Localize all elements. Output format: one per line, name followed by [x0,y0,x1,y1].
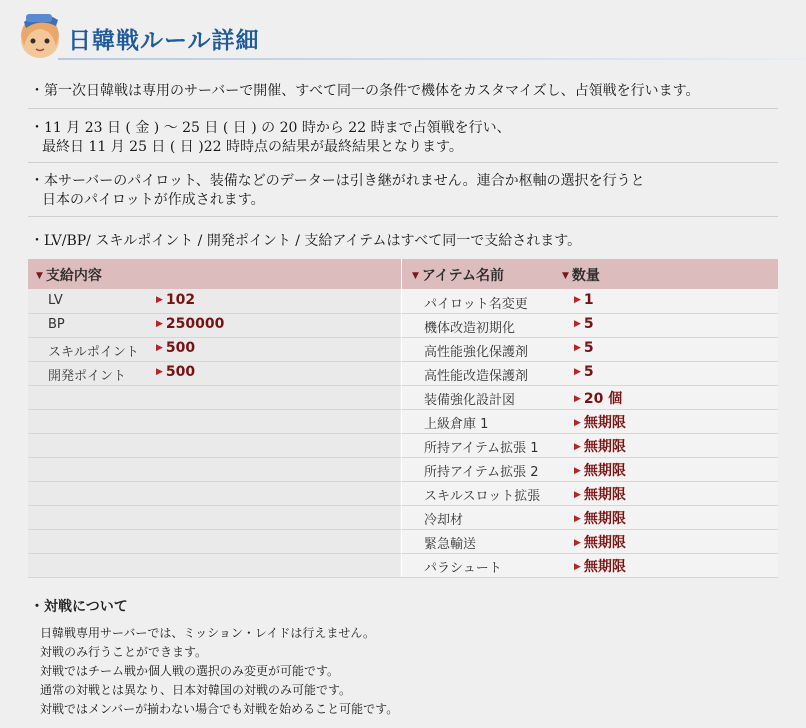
rule-bullet-1-text: 第一次日韓戦は専用のサーバーで開催、すべて同一の条件で機体をカスタマイズし、占領戦を行います。 [44,83,700,99]
item-quantity: ▶ 無期限 [574,487,626,503]
supply-table-header [28,259,778,289]
item-quantity: ▶ 20 個 [574,391,623,407]
table-row [28,505,778,530]
battle-line: 日韓戦専用サーバーでは、ミッション・レイドは行えません。 [40,626,376,640]
battle-section-title: ・対戦について [30,599,128,615]
rule-bullet-3: ・本サーバーのパイロット、装備などのデーターは引き継がれません。連合か枢軸の選択を行うと 日本のパイロットが作成されます。 [30,173,645,208]
arrow-right-icon: ▶ [574,295,581,305]
column-divider [401,259,402,577]
arrow-right-icon: ▶ [574,466,581,476]
table-row [28,433,778,458]
item-name: 装備強化設計図 [424,393,516,408]
rule-bullet-2-line-1: 11 月 23 日 ( 金 ) ～ 25 日 ( 日 ) の 20 時から 22 時まで占領戦を行い、 [44,120,511,136]
item-quantity: ▶ 5 [574,340,594,356]
battle-section-body [40,624,398,719]
divider [28,162,778,163]
rule-bullet-4: ・LV/BP/ スキルポイント / 開発ポイント / 支給アイテムはすべて同一で支給されます。 [30,233,582,249]
arrow-right-icon: ▶ [574,394,581,404]
item-quantity: ▶ 無期限 [574,439,626,455]
table-row [28,457,778,482]
item-quantity: ▶ 無期限 [574,415,626,431]
arrow-right-icon: ▶ [574,514,581,524]
item-name: 所持アイテム拡張 1 [424,441,539,456]
table-row [28,409,778,434]
table-row [28,481,778,506]
header-quantity: ▼ 数量 [562,268,600,284]
item-name: 高性能改造保護剤 [424,369,529,384]
rule-bullet-2: ・11 月 23 日 ( 金 ) ～ 25 日 ( 日 ) の 20 時から 22 時まで占領戦を行い、 最終日 11 月 25 日 ( 日 )22 時時点の結果が最終結果となります。 [30,120,511,155]
page-header [0,0,806,62]
item-name: 冷却材 [424,513,464,528]
divider [28,108,778,109]
supply-label-skill-points: スキルポイント [48,345,139,360]
rule-bullet-3-line-1: 本サーバーのパイロット、装備などのデーターは引き継がれません。連合か枢軸の選択を行うと [44,173,645,189]
item-name: 上級倉庫 1 [424,417,489,432]
supply-value-dev-points: ▶ 500 [156,364,196,380]
page-title: 日韓戦ルール詳細 [68,28,260,54]
supply-value-lv: ▶ 102 [156,292,196,308]
item-quantity: ▶ 無期限 [574,559,626,575]
table-row [28,385,778,410]
battle-line: 対戦ではメンバーが揃わない場合でも対戦を始めること可能です。 [40,702,399,716]
item-name: 緊急輸送 [424,537,477,552]
arrow-right-icon: ▶ [156,295,163,305]
rule-bullet-3-line-2: 日本のパイロットが作成されます。 [42,192,265,208]
arrow-right-icon: ▶ [156,319,163,329]
table-row [28,361,778,386]
table-row [28,337,778,362]
item-quantity: ▶ 5 [574,316,594,332]
supply-label-lv: LV [48,293,63,308]
item-name: 高性能強化保護剤 [424,345,529,360]
arrow-right-icon: ▶ [574,418,581,428]
arrow-right-icon: ▶ [574,343,581,353]
triangle-down-icon: ▼ [562,271,569,281]
arrow-right-icon: ▶ [574,442,581,452]
table-row [28,529,778,554]
battle-line: 対戦ではチーム戦か個人戦の選択のみ変更が可能です。 [40,664,340,678]
item-quantity: ▶ 無期限 [574,511,626,527]
item-name: パラシュート [424,561,502,576]
arrow-right-icon: ▶ [156,343,163,353]
supply-label-bp: BP [48,317,65,332]
arrow-right-icon: ▶ [574,319,581,329]
battle-line: 通常の対戦とは異なり、日本対韓国の対戦のみ可能です。 [40,683,352,697]
item-name: パイロット名変更 [424,297,528,312]
item-quantity: ▶ 5 [574,364,594,380]
battle-line: 対戦のみ行うことができます。 [40,645,208,659]
triangle-down-icon: ▼ [412,271,419,281]
arrow-right-icon: ▶ [574,367,581,377]
arrow-right-icon: ▶ [574,490,581,500]
item-quantity: ▶ 無期限 [574,463,626,479]
rule-bullet-1: ・第一次日韓戦は専用のサーバーで開催、すべて同一の条件で機体をカスタマイズし、占領戦を行います。 [30,83,700,99]
mascot-avatar-icon [12,6,68,62]
table-row [28,313,778,338]
supply-label-dev-points: 開発ポイント [48,369,127,384]
item-quantity: ▶ 1 [574,292,594,308]
header-item-name: ▼ アイテム名前 [412,268,504,284]
item-name: 所持アイテム拡張 2 [424,465,539,480]
header-supply-contents: ▼ 支給内容 [36,268,102,284]
rule-bullet-2-line-2: 最終日 11 月 25 日 ( 日 )22 時時点の結果が最終結果となります。 [42,139,463,155]
item-quantity: ▶ 無期限 [574,535,626,551]
divider [28,216,778,217]
arrow-right-icon: ▶ [574,562,581,572]
table-row [28,553,778,578]
arrow-right-icon: ▶ [156,367,163,377]
title-underline [58,58,806,60]
supply-value-bp: ▶ 250000 [156,316,225,332]
item-name: 機体改造初期化 [424,321,516,336]
triangle-down-icon: ▼ [36,271,43,281]
supply-value-skill-points: ▶ 500 [156,340,196,356]
arrow-right-icon: ▶ [574,538,581,548]
rule-bullet-4-text: LV/BP/ スキルポイント / 開発ポイント / 支給アイテムはすべて同一で支給されます。 [44,233,582,249]
table-row [28,289,778,314]
item-name: スキルスロット拡張 [424,489,541,504]
